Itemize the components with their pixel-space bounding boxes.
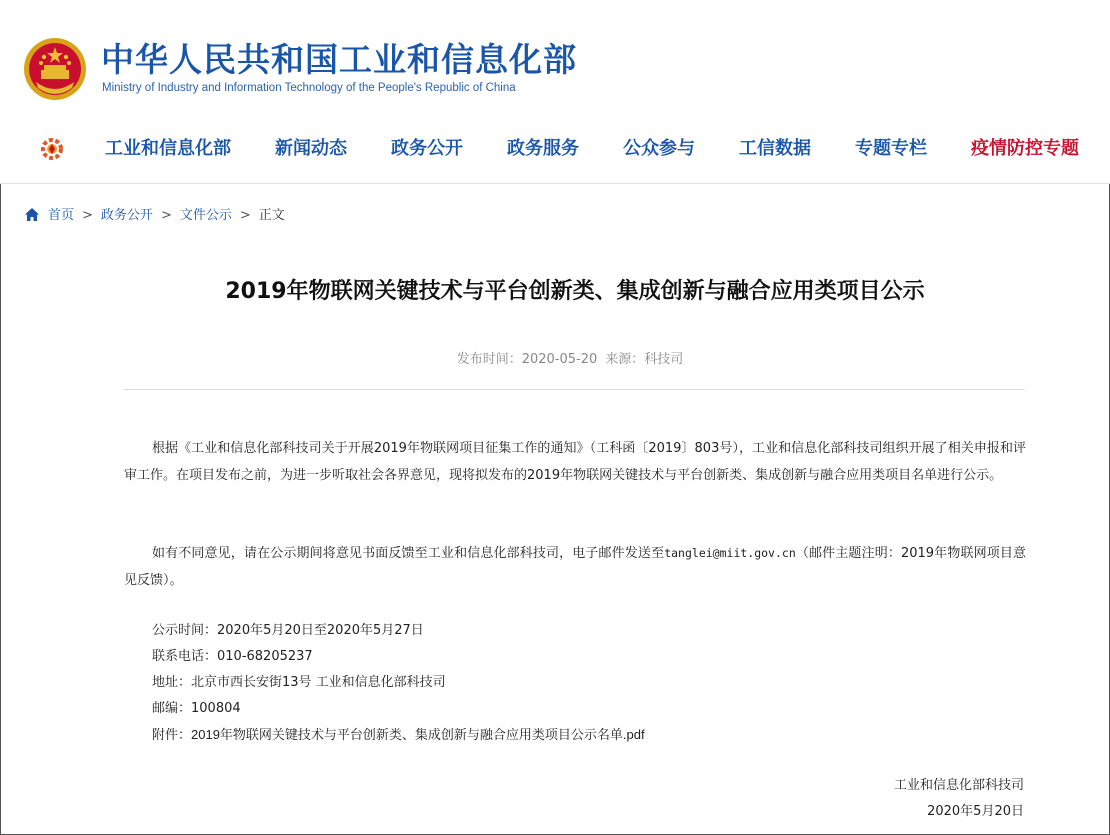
attachment xyxy=(152,725,645,746)
nav-item-news[interactable]: 新闻动态 xyxy=(275,138,347,159)
main-nav xyxy=(0,126,1110,172)
nav-item-epidemic[interactable]: 疫情防控专题 xyxy=(971,138,1079,159)
postcode: 邮编：100804 xyxy=(152,701,241,716)
nav-item-gov-affairs[interactable]: 政务公开 xyxy=(391,138,463,159)
breadcrumb xyxy=(24,206,285,226)
contact-email: tanglei@miit.gov.cn xyxy=(664,546,796,560)
site-title[interactable]: 中华人民共和国工业和信息化部 xyxy=(101,40,577,79)
signature-date: 2020年5月20日 xyxy=(927,804,1024,819)
article-meta xyxy=(0,350,1110,370)
breadcrumb-separator: > xyxy=(82,208,93,223)
article-title: 2019年物联网关键技术与平台创新类、集成创新与融合应用类项目公示 xyxy=(225,279,925,304)
notice-period: 公示时间：2020年5月20日至2020年5月27日 xyxy=(152,623,424,638)
title-divider xyxy=(124,389,1025,390)
national-emblem-icon[interactable] xyxy=(22,36,88,102)
signature-org: 工业和信息化部科技司 xyxy=(893,778,1024,793)
attachment-label: 附件： xyxy=(152,728,192,743)
breadcrumb-separator: > xyxy=(160,208,172,223)
body-paragraph-1: 根据《工业和信息化部科技司关于开展2019年物联网项目征集工作的通知》（工科函〔2019〕803号），工业和信息化部科技司组织开展了相关申报和评审工作。在项目发布之前，为进一步听取社会各界意见，现将拟发布的2019年物联网关键技术与平台创新类、集成创新与融合应用类项目名单进行公示。 xyxy=(124,441,1026,483)
nav-item-public-participation[interactable]: 公众参与 xyxy=(623,138,695,159)
site-header xyxy=(0,0,1110,184)
paragraph-2-note: （邮件主题注明：2019年物联网项目意见反馈）。 xyxy=(124,546,1026,588)
breadcrumb-home[interactable]: 首页 xyxy=(48,208,75,223)
home-icon[interactable] xyxy=(24,207,40,222)
breadcrumb-current: 正文 xyxy=(258,208,285,223)
breadcrumb-separator: > xyxy=(239,208,251,223)
article-source: 来源：科技司 xyxy=(605,352,684,367)
nav-item-special-topics[interactable]: 专题专栏 xyxy=(855,138,927,159)
body-paragraph-2 xyxy=(124,540,1026,594)
attachment-link[interactable]: 2019年物联网关键技术与平台创新类、集成创新与融合应用类项目公示名单.pdf xyxy=(191,727,645,742)
publish-date: 发布时间：2020-05-20 xyxy=(456,352,598,367)
gear-logo-icon[interactable] xyxy=(38,137,66,161)
breadcrumb-file-notice[interactable]: 文件公示 xyxy=(179,208,232,223)
nav-item-home[interactable]: 工业和信息化部 xyxy=(105,138,231,159)
nav-item-gov-services[interactable]: 政务服务 xyxy=(507,138,579,159)
site-subtitle: Ministry of Industry and Information Technology of the People's Republic of China xyxy=(102,82,516,94)
breadcrumb-gov-affairs[interactable]: 政务公开 xyxy=(100,208,153,223)
paragraph-2-text: 如有不同意见，请在公示期间将意见书面反馈至工业和信息化部科技司，电子邮件发送至 xyxy=(152,546,665,561)
contact-phone: 联系电话：010-68205237 xyxy=(152,649,313,664)
nav-item-data[interactable]: 工信数据 xyxy=(739,138,811,159)
contact-address: 地址：北京市西长安街13号 工业和信息化部科技司 xyxy=(152,675,446,690)
